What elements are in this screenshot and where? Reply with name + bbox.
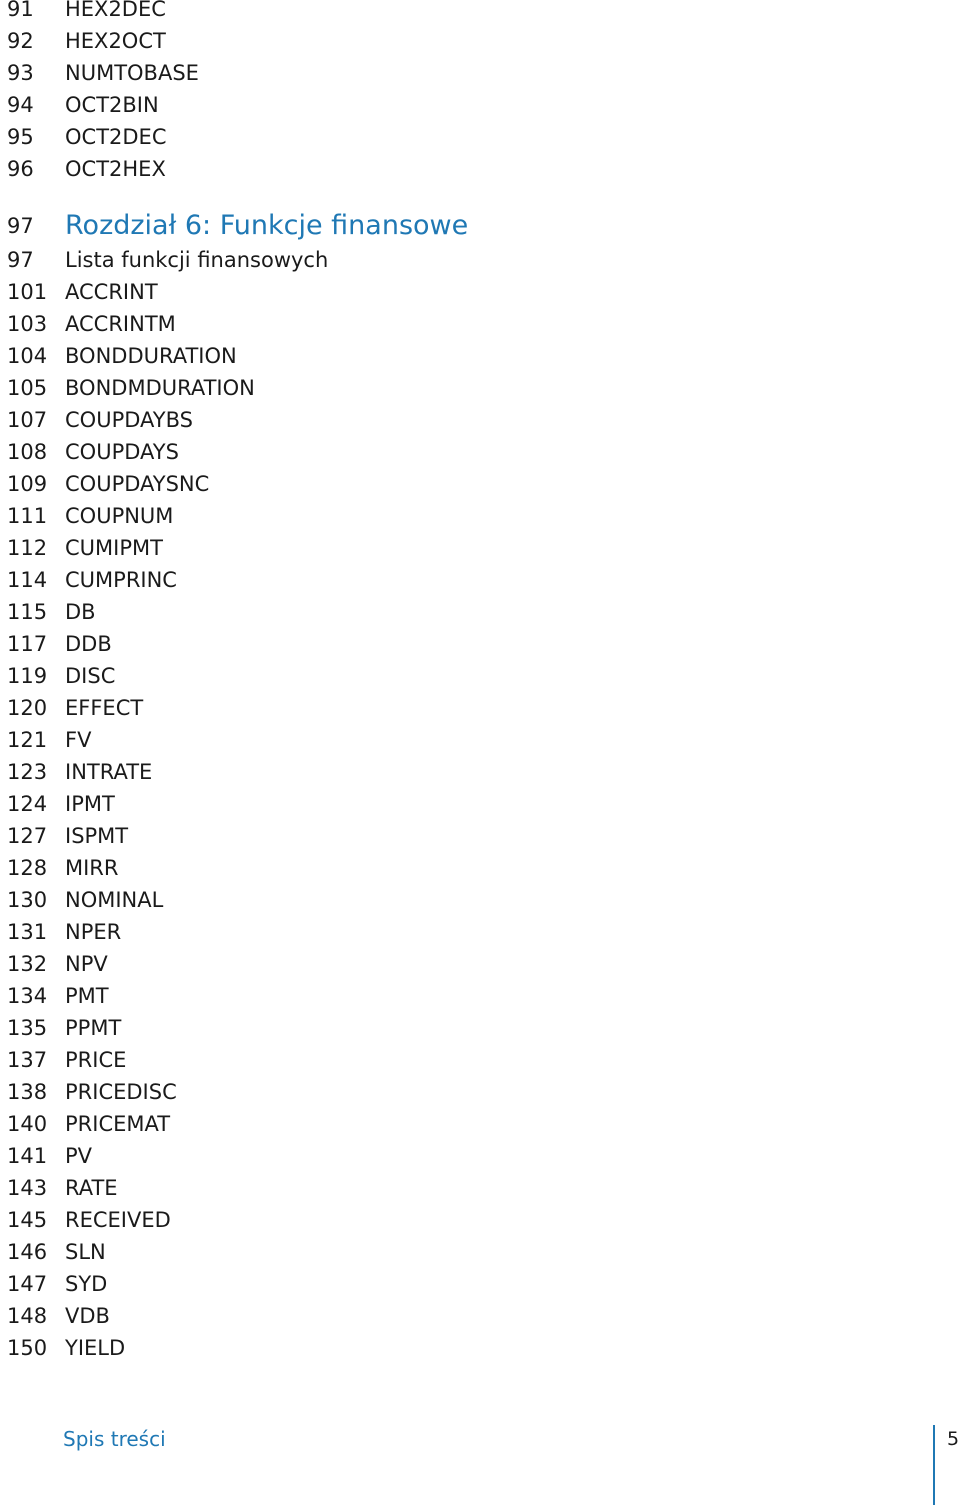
toc-page-number: 138 <box>7 1080 48 1104</box>
toc-entry-title: DISC <box>65 664 116 688</box>
toc-page-number: 114 <box>7 568 48 592</box>
toc-entry-title: OCT2HEX <box>65 157 166 181</box>
toc-page-number: 147 <box>7 1272 48 1296</box>
toc-page-number: 119 <box>7 664 48 688</box>
toc-entry-title: HEX2DEC <box>65 0 166 21</box>
toc-page-number: 117 <box>7 632 48 656</box>
toc-page-number: 140 <box>7 1112 48 1136</box>
toc-entry-title: YIELD <box>65 1336 126 1360</box>
toc-entry-title: PRICEMAT <box>65 1112 171 1136</box>
toc-entry-title: Lista funkcji finansowych <box>65 248 329 272</box>
toc-entry-title: BONDMDURATION <box>65 376 255 400</box>
toc-entry-title: PPMT <box>65 1016 122 1040</box>
toc-page-number: 124 <box>7 792 48 816</box>
toc-entry-title: NOMINAL <box>65 888 164 912</box>
toc-page-number: 135 <box>7 1016 48 1040</box>
toc-page-number: 95 <box>7 125 34 149</box>
toc-page-number: 115 <box>7 600 48 624</box>
toc-page-number: 108 <box>7 440 48 464</box>
toc-entry-title: DDB <box>65 632 112 656</box>
toc-page-number: 128 <box>7 856 48 880</box>
footer-page-number: 5 <box>947 1428 960 1450</box>
footer-divider <box>933 1425 935 1505</box>
toc-entry-title: COUPDAYBS <box>65 408 193 432</box>
toc-page-number: 146 <box>7 1240 48 1264</box>
toc-entry-title: OCT2DEC <box>65 125 167 149</box>
toc-page-number: 103 <box>7 312 48 336</box>
toc-page-number: 143 <box>7 1176 48 1200</box>
toc-page-number: 127 <box>7 824 48 848</box>
toc-page-number: 150 <box>7 1336 48 1360</box>
toc-entry-title: CUMPRINC <box>65 568 177 592</box>
toc-page-number: 96 <box>7 157 34 181</box>
toc-page-number: 111 <box>7 504 48 528</box>
toc-page-number: 101 <box>7 280 48 304</box>
toc-page-number: 104 <box>7 344 48 368</box>
toc-entry-title: ACCRINT <box>65 280 158 304</box>
toc-page-number: 121 <box>7 728 48 752</box>
toc-entry-title: PRICE <box>65 1048 127 1072</box>
toc-entry-title: NUMTOBASE <box>65 61 199 85</box>
footer-section-title: Spis treści <box>63 1427 166 1451</box>
toc-page-number: 145 <box>7 1208 48 1232</box>
toc-page-number: 92 <box>7 29 34 53</box>
toc-page-number: 97 <box>7 214 34 238</box>
toc-chapter-title: Rozdział 6: Funkcje finansowe <box>65 210 469 241</box>
toc-page-number: 109 <box>7 472 48 496</box>
toc-entry-title: NPER <box>65 920 122 944</box>
toc-entry-title: NPV <box>65 952 108 976</box>
toc-page-number: 148 <box>7 1304 48 1328</box>
toc-page-number: 94 <box>7 93 34 117</box>
toc-entry-title: IPMT <box>65 792 115 816</box>
toc-entry-title: ACCRINTM <box>65 312 176 336</box>
toc-page-number: 105 <box>7 376 48 400</box>
toc-entry-title: COUPNUM <box>65 504 174 528</box>
toc-entry-title: VDB <box>65 1304 110 1328</box>
toc-page-number: 132 <box>7 952 48 976</box>
toc-entry-title: PMT <box>65 984 109 1008</box>
toc-entry-title: OCT2BIN <box>65 93 159 117</box>
toc-page-number: 130 <box>7 888 48 912</box>
toc-page-number: 93 <box>7 61 34 85</box>
toc-entry-title: INTRATE <box>65 760 153 784</box>
toc-entry-title: SLN <box>65 1240 106 1264</box>
toc-entry-title: DB <box>65 600 96 624</box>
toc-page-number: 107 <box>7 408 48 432</box>
toc-entry-title: PV <box>65 1144 93 1168</box>
toc-page-number: 134 <box>7 984 48 1008</box>
toc-page-number: 91 <box>7 0 34 21</box>
toc-entry-title: SYD <box>65 1272 108 1296</box>
toc-page-number: 97 <box>7 248 34 272</box>
toc-entry-title: CUMIPMT <box>65 536 163 560</box>
toc-page-number: 137 <box>7 1048 48 1072</box>
toc-entry-title: COUPDAYS <box>65 440 179 464</box>
toc-page-number: 120 <box>7 696 48 720</box>
toc-entry-title: RATE <box>65 1176 118 1200</box>
toc-entry-title: FV <box>65 728 92 752</box>
toc-entry-title: PRICEDISC <box>65 1080 177 1104</box>
toc-page-number: 123 <box>7 760 48 784</box>
toc-entry-title: EFFECT <box>65 696 144 720</box>
toc-entry-title: COUPDAYSNC <box>65 472 210 496</box>
toc-page-number: 141 <box>7 1144 48 1168</box>
toc-entry-title: HEX2OCT <box>65 29 166 53</box>
toc-page-number: 131 <box>7 920 48 944</box>
toc-entry-title: BONDDURATION <box>65 344 237 368</box>
toc-entry-title: RECEIVED <box>65 1208 171 1232</box>
toc-page-number: 112 <box>7 536 48 560</box>
toc-entry-title: ISPMT <box>65 824 129 848</box>
toc-entry-title: MIRR <box>65 856 119 880</box>
